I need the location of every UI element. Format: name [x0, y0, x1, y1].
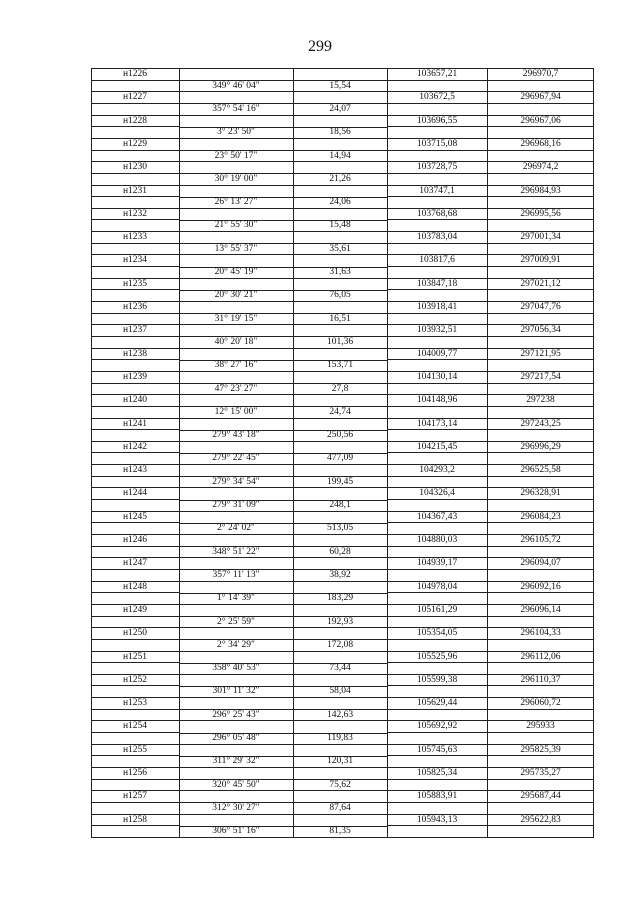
direction-angle-cell: 357° 54' 16"	[212, 103, 260, 114]
direction-angle-cell: 47° 23' 27"	[214, 383, 258, 394]
point-name-cell: н1249	[122, 604, 148, 615]
point-name-cell: н1241	[122, 418, 148, 429]
point-name-cell: н1242	[122, 441, 148, 452]
x-coordinate-cell: 103747,1	[419, 185, 455, 196]
x-coordinate-cell: 103817,6	[419, 255, 455, 266]
x-coordinate-cell: 103932,51	[416, 325, 458, 336]
x-coordinate-cell: 105161,29	[416, 604, 458, 615]
y-coordinate-cell: 297243,25	[520, 418, 561, 429]
distance-cell: 21,26	[329, 173, 351, 184]
y-coordinate-cell: 297009,91	[520, 255, 561, 266]
point-name-cell: н1236	[122, 302, 148, 312]
x-coordinate-cell: 103728,75	[416, 162, 458, 173]
distance-cell: 101,36	[326, 336, 354, 347]
y-coordinate-cell: 297056,34	[520, 325, 561, 336]
point-name-cell: н1244	[122, 488, 148, 499]
point-name-cell: н1229	[122, 138, 148, 149]
y-coordinate-cell: 296970,7	[522, 69, 559, 79]
direction-angle-cell: 279° 22' 45"	[212, 453, 260, 464]
y-coordinate-cell: 296110,37	[520, 674, 561, 685]
distance-cell: 477,09	[326, 453, 354, 464]
point-name-cell: н1248	[122, 581, 148, 592]
direction-angle-cell: 349° 46' 04"	[212, 80, 260, 91]
direction-angle-cell: 26° 13' 27"	[214, 197, 258, 208]
x-coordinate-cell: 104367,43	[416, 511, 458, 522]
distance-cell: 172,08	[326, 639, 354, 650]
x-coordinate-cell: 105943,13	[416, 814, 458, 825]
y-coordinate-cell: 295825,39	[520, 744, 561, 755]
y-coordinate-cell: 296112,06	[520, 651, 561, 662]
y-coordinate-cell: 296096,14	[520, 604, 561, 615]
x-coordinate-cell: 105525,96	[416, 651, 458, 662]
y-coordinate-cell: 296525,58	[520, 465, 561, 476]
distance-cell: 183,29	[326, 593, 354, 604]
point-name-cell: н1230	[122, 162, 148, 173]
y-coordinate-cell: 295622,83	[520, 814, 561, 825]
distance-cell: 27,8	[331, 383, 349, 394]
distance-cell: 248,1	[329, 500, 351, 511]
direction-angle-cell: 13° 55' 37"	[214, 243, 258, 254]
distance-cell: 153,71	[326, 360, 354, 371]
direction-angle-cell: 30° 19' 00"	[214, 173, 258, 184]
x-coordinate-cell: 105599,38	[416, 674, 458, 685]
distance-cell: 15,48	[329, 220, 351, 231]
point-name-cell: н1235	[122, 278, 148, 289]
coordinate-table	[91, 68, 594, 838]
y-coordinate-cell: 296094,07	[520, 558, 561, 569]
distance-cell: 24,74	[329, 406, 351, 417]
y-coordinate-cell: 296084,23	[520, 511, 561, 522]
x-coordinate-cell: 105692,92	[416, 721, 458, 732]
x-coordinate-cell: 104215,45	[416, 441, 458, 452]
y-coordinate-cell: 297217,54	[520, 371, 561, 382]
distance-cell: 60,28	[329, 546, 351, 557]
distance-cell: 35,61	[329, 243, 351, 254]
y-coordinate-cell: 296974,2	[522, 162, 559, 173]
point-name-cell: н1232	[122, 208, 148, 219]
point-name-cell: н1228	[122, 115, 148, 126]
x-coordinate-cell: 103768,68	[416, 208, 458, 219]
x-coordinate-cell: 105629,44	[416, 698, 458, 709]
direction-angle-cell: 348° 51' 22"	[212, 546, 260, 557]
direction-angle-cell: 296° 25' 43"	[212, 709, 260, 720]
distance-cell: 192,93	[326, 616, 354, 627]
direction-angle-cell: 20° 45' 19"	[214, 267, 258, 278]
direction-angle-cell: 38° 27' 16"	[214, 360, 258, 371]
y-coordinate-cell: 296984,93	[520, 185, 561, 196]
y-coordinate-cell: 296968,16	[520, 138, 561, 149]
point-name-cell: н1239	[122, 371, 148, 382]
x-coordinate-cell: 103918,41	[416, 302, 458, 312]
point-name-cell: н1226	[122, 69, 148, 79]
y-coordinate-cell: 296996,29	[520, 441, 561, 452]
y-coordinate-cell: 296060,72	[520, 698, 561, 709]
point-name-cell: н1227	[122, 92, 148, 103]
y-coordinate-cell: 296104,33	[520, 628, 561, 639]
y-coordinate-cell: 297021,12	[520, 278, 561, 289]
direction-angle-cell: 23° 50' 17"	[214, 150, 258, 161]
x-coordinate-cell: 104326,4	[419, 488, 455, 499]
direction-angle-cell: 357° 11' 13"	[212, 569, 260, 580]
x-coordinate-cell: 105745,63	[416, 744, 458, 755]
point-name-cell: н1253	[122, 698, 148, 709]
direction-angle-cell: 301° 11' 32"	[212, 686, 260, 697]
direction-angle-cell: 31° 19' 15"	[214, 313, 258, 324]
x-coordinate-cell: 104130,14	[416, 371, 458, 382]
x-coordinate-cell: 103657,21	[416, 69, 458, 79]
point-name-cell: н1258	[122, 814, 148, 825]
point-name-cell: н1252	[122, 674, 148, 685]
point-name-cell: н1234	[122, 255, 148, 266]
x-coordinate-cell: 103672,5	[419, 92, 455, 103]
x-coordinate-cell: 103847,18	[416, 278, 458, 289]
distance-cell: 15,54	[329, 80, 351, 91]
direction-angle-cell: 2° 25' 59"	[217, 616, 255, 627]
x-coordinate-cell: 103715,08	[416, 138, 458, 149]
distance-cell: 142,63	[326, 709, 354, 720]
y-coordinate-cell: 297238	[526, 395, 555, 406]
direction-angle-cell: 358° 40' 53"	[212, 663, 260, 674]
y-coordinate-cell: 297047,76	[520, 302, 561, 312]
point-name-cell: н1257	[122, 791, 148, 802]
point-name-cell: н1245	[122, 511, 148, 522]
point-name-cell: н1233	[122, 232, 148, 243]
x-coordinate-cell: 104173,14	[416, 418, 458, 429]
y-coordinate-cell: 296967,06	[520, 115, 561, 126]
point-name-cell: н1247	[122, 558, 148, 569]
x-coordinate-cell: 104978,04	[416, 581, 458, 592]
direction-angle-cell: 311° 29' 32"	[212, 756, 260, 767]
direction-angle-cell: 279° 43' 18"	[212, 430, 260, 441]
x-coordinate-cell: 105354,05	[416, 628, 458, 639]
point-name-cell: н1254	[122, 721, 148, 732]
y-coordinate-cell: 296967,94	[520, 92, 561, 103]
point-name-cell: н1243	[122, 465, 148, 476]
x-coordinate-cell: 105825,34	[416, 768, 458, 778]
distance-cell: 24,07	[329, 103, 351, 114]
distance-cell: 58,04	[329, 686, 351, 697]
y-coordinate-cell: 296105,72	[520, 535, 561, 545]
y-coordinate-cell: 295687,44	[520, 791, 561, 802]
point-name-cell: н1237	[122, 325, 148, 336]
direction-angle-cell: 312° 30' 27"	[212, 802, 260, 813]
direction-angle-cell: 40° 20' 18"	[214, 336, 258, 347]
x-coordinate-cell: 104148,96	[416, 395, 458, 406]
direction-angle-cell: 21° 55' 30"	[214, 220, 258, 231]
direction-angle-cell: 2° 24' 02"	[217, 523, 255, 534]
x-coordinate-cell: 103696,55	[416, 115, 458, 126]
distance-cell: 18,56	[329, 127, 351, 138]
distance-cell: 31,63	[329, 267, 351, 278]
distance-cell: 75,62	[329, 779, 351, 790]
page-number: 299	[308, 38, 332, 55]
direction-angle-cell: 279° 34' 54"	[212, 476, 260, 487]
direction-angle-cell: 2° 34' 29"	[217, 639, 255, 650]
distance-cell: 199,45	[326, 476, 354, 487]
x-coordinate-cell: 104939,17	[416, 558, 458, 569]
y-coordinate-cell: 296092,16	[520, 581, 561, 592]
x-coordinate-cell: 105883,91	[416, 791, 458, 802]
point-name-cell: н1250	[122, 628, 148, 639]
point-name-cell: н1240	[122, 395, 148, 406]
distance-cell: 81,35	[329, 826, 351, 837]
x-coordinate-cell: 104880,03	[416, 535, 458, 545]
direction-angle-cell: 20° 30' 21"	[214, 290, 258, 301]
point-name-cell: н1231	[122, 185, 148, 196]
y-coordinate-cell: 296328,91	[520, 488, 561, 499]
y-coordinate-cell: 295933	[526, 721, 555, 732]
direction-angle-cell: 320° 45' 50"	[212, 779, 260, 790]
distance-cell: 73,44	[329, 663, 351, 674]
distance-cell: 38,92	[329, 569, 351, 580]
x-coordinate-cell: 104009,77	[416, 348, 458, 359]
point-name-cell: н1246	[122, 535, 148, 545]
distance-cell: 16,51	[329, 313, 351, 324]
point-name-cell: н1255	[122, 744, 148, 755]
distance-cell: 250,56	[326, 430, 354, 441]
x-coordinate-cell: 104293,2	[419, 465, 455, 476]
point-name-cell: н1238	[122, 348, 148, 359]
direction-angle-cell: 3° 23' 50"	[217, 127, 255, 138]
distance-cell: 119,83	[327, 733, 353, 744]
y-coordinate-cell: 296995,56	[520, 208, 561, 219]
direction-angle-cell: 12° 15' 00"	[214, 406, 258, 417]
distance-cell: 76,05	[329, 290, 351, 301]
point-name-cell: н1256	[122, 768, 148, 778]
direction-angle-cell: 279° 31' 09"	[212, 500, 260, 511]
distance-cell: 120,31	[326, 756, 354, 767]
distance-cell: 14,94	[329, 150, 351, 161]
point-name-cell: н1251	[122, 651, 148, 662]
y-coordinate-cell: 295735,27	[520, 768, 561, 778]
distance-cell: 513,05	[326, 523, 354, 534]
x-coordinate-cell: 103783,04	[416, 232, 458, 243]
distance-cell: 87,64	[329, 802, 351, 813]
distance-cell: 24,06	[329, 197, 351, 208]
direction-angle-cell: 306° 51' 16"	[212, 826, 260, 837]
y-coordinate-cell: 297121,95	[520, 348, 561, 359]
y-coordinate-cell: 297001,34	[520, 232, 561, 243]
direction-angle-cell: 296° 05' 48"	[212, 733, 260, 744]
direction-angle-cell: 1° 14' 39"	[217, 593, 255, 604]
